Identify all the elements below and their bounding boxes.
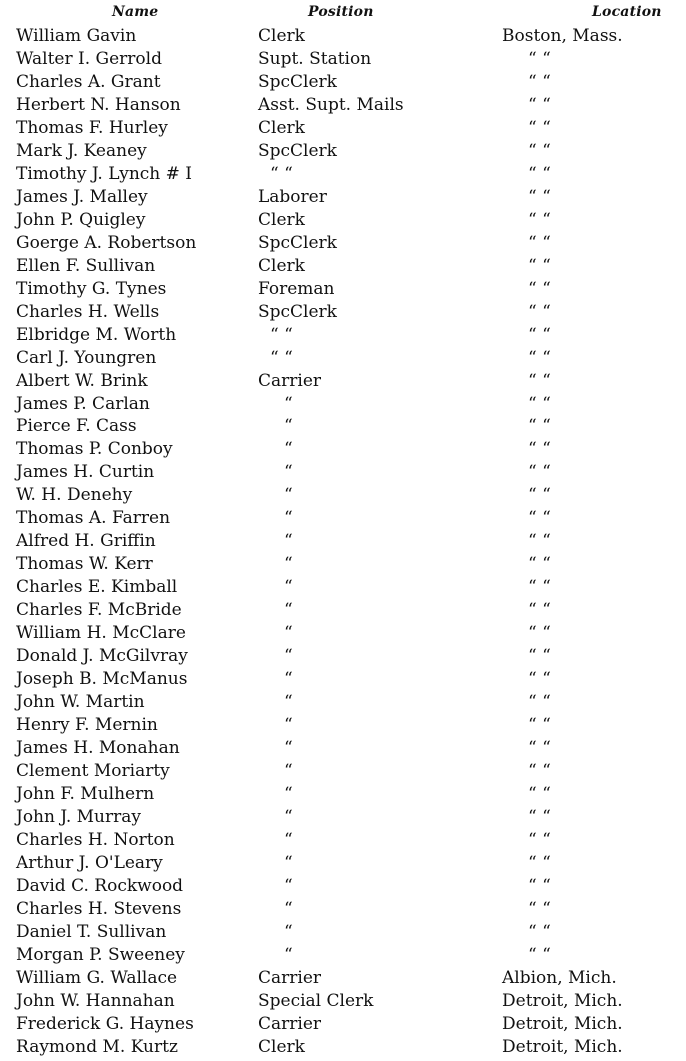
employee-position: “	[284, 715, 293, 736]
table-row	[0, 255, 686, 278]
employee-location: “ “	[528, 301, 551, 322]
employee-position: “	[284, 623, 293, 644]
employee-position: “	[284, 439, 293, 460]
employee-name: Clement Moriarty	[16, 761, 170, 781]
employee-name: Morgan P. Sweeney	[16, 944, 185, 965]
employee-position: “	[284, 416, 293, 437]
employee-position: Clerk	[258, 255, 305, 276]
employee-name: Elbridge M. Worth	[16, 324, 177, 345]
table-row	[0, 668, 686, 691]
table-row	[0, 278, 686, 301]
employee-name: Joseph B. McManus	[16, 669, 188, 690]
table-row	[0, 25, 686, 48]
employee-location: Albion, Mich.	[502, 967, 617, 988]
employee-position: “	[284, 554, 293, 575]
employee-name: Alfred H. Griffin	[16, 531, 156, 552]
employee-location: “ “	[528, 715, 551, 736]
employee-location: “ “	[528, 71, 551, 92]
employee-position: SpcClerk	[258, 140, 337, 161]
employee-name: Timothy J. Lynch # I	[16, 163, 193, 184]
employee-name: Carl J. Youngren	[16, 347, 157, 368]
employee-location: “ “	[528, 531, 551, 552]
employee-name: Charles H. Norton	[16, 829, 175, 850]
employee-name: Pierce F. Cass	[16, 416, 137, 437]
table-row	[0, 875, 686, 898]
employee-position: “	[284, 921, 293, 942]
employee-location: “ “	[528, 255, 551, 276]
employee-position: “	[284, 806, 293, 827]
employee-position: “	[284, 462, 293, 483]
table-row	[0, 484, 686, 507]
employee-location: “ “	[528, 738, 551, 759]
employee-location: “ “	[528, 186, 551, 207]
employee-position: Asst. Supt. Mails	[258, 94, 404, 115]
table-row	[0, 301, 686, 324]
employee-position: “ “	[270, 347, 293, 368]
employee-position: “	[284, 600, 293, 621]
employee-position: Carrier	[258, 967, 322, 988]
table-row	[0, 163, 686, 186]
table-row	[0, 48, 686, 71]
employee-name: Henry F. Mernin	[16, 715, 158, 736]
employee-name: William G. Wallace	[16, 967, 178, 988]
employee-location: “ “	[528, 508, 551, 529]
employee-position: “	[284, 944, 293, 965]
employee-position: “	[284, 738, 293, 759]
employee-name: Herbert N. Hanson	[16, 94, 181, 115]
table-row	[0, 645, 686, 668]
employee-position: Laborer	[258, 186, 327, 207]
employee-location: “ “	[528, 232, 551, 253]
employee-location: “ “	[528, 347, 551, 368]
employee-name: James H. Curtin	[16, 462, 155, 483]
employee-location: “ “	[528, 875, 551, 896]
table-row	[0, 347, 686, 370]
employee-location: “ “	[528, 140, 551, 161]
employee-position: “	[284, 783, 293, 804]
table-row	[0, 94, 686, 117]
employee-name: Arthur J. O'Leary	[16, 852, 163, 873]
employee-location: “ “	[528, 898, 551, 919]
employee-location: “ “	[528, 577, 551, 598]
table-row	[0, 921, 686, 944]
table-row	[0, 599, 686, 622]
table-row	[0, 232, 686, 255]
employee-position: Clerk	[258, 209, 305, 230]
employee-location: Detroit, Mich.	[502, 1013, 623, 1034]
employee-location: “ “	[528, 692, 551, 713]
employee-position: SpcClerk	[258, 232, 337, 253]
employee-location: “ “	[528, 761, 551, 781]
table-row	[0, 186, 686, 209]
employee-location: “ “	[528, 485, 551, 506]
employee-location: “ “	[528, 829, 551, 850]
table-row	[0, 140, 686, 163]
employee-position: “ “	[270, 324, 293, 345]
employee-position: Clerk	[258, 117, 305, 138]
employee-location: Detroit, Mich.	[502, 1036, 623, 1057]
table-row	[0, 990, 686, 1013]
employee-location: “ “	[528, 278, 551, 299]
table-row	[0, 415, 686, 438]
table-row	[0, 553, 686, 576]
table-row	[0, 714, 686, 737]
employee-location: “ “	[528, 416, 551, 437]
employee-location: “ “	[528, 669, 551, 690]
table-row	[0, 324, 686, 347]
employee-location: “ “	[528, 944, 551, 965]
table-row	[0, 760, 686, 783]
table-row	[0, 967, 686, 990]
employee-location: Boston, Mass.	[502, 26, 623, 46]
employee-location: “ “	[528, 783, 551, 804]
employee-name: Mark J. Keaney	[16, 140, 147, 161]
employee-name: David C. Rockwood	[16, 875, 184, 896]
employee-location: “ “	[528, 48, 551, 69]
employee-name: John W. Martin	[16, 692, 145, 713]
table-row	[0, 209, 686, 232]
employee-name: Ellen F. Sullivan	[16, 255, 156, 276]
employee-position: Carrier	[258, 1013, 322, 1034]
table-row	[0, 461, 686, 484]
employee-name: John F. Mulhern	[16, 783, 155, 804]
employee-position: SpcClerk	[258, 301, 337, 322]
employee-name: Timothy G. Tynes	[16, 278, 167, 299]
table-row	[0, 1013, 686, 1036]
employee-name: Goerge A. Robertson	[16, 232, 197, 253]
employee-position: “	[284, 485, 293, 506]
employee-name: Albert W. Brink	[16, 370, 148, 391]
name-column-header: Name	[112, 4, 159, 20]
employee-name: James J. Malley	[16, 186, 148, 207]
table-row	[0, 530, 686, 553]
table-row	[0, 393, 686, 416]
table-row	[0, 576, 686, 599]
employee-location: “ “	[528, 646, 551, 667]
employee-location: “ “	[528, 163, 551, 184]
table-row	[0, 898, 686, 921]
table-row	[0, 944, 686, 967]
position-column-header: Position	[308, 4, 374, 20]
employee-name: Charles A. Grant	[16, 71, 161, 92]
employee-name: John W. Hannahan	[16, 990, 175, 1011]
employee-position: “	[284, 852, 293, 873]
employee-position: “	[284, 875, 293, 896]
table-row	[0, 507, 686, 530]
employee-name: Thomas A. Farren	[16, 508, 171, 529]
employee-position: “	[284, 761, 293, 781]
employee-location: “ “	[528, 117, 551, 138]
employee-position: Special Clerk	[258, 990, 374, 1011]
table-row	[0, 852, 686, 875]
employee-position: Supt. Station	[258, 48, 372, 69]
employee-name: Charles E. Kimball	[16, 577, 178, 598]
table-row	[0, 691, 686, 714]
table-row	[0, 71, 686, 94]
employee-position: “	[284, 577, 293, 598]
employee-location: “ “	[528, 393, 551, 414]
employee-location: “ “	[528, 806, 551, 827]
employee-name: Thomas W. Kerr	[16, 554, 153, 575]
table-row	[0, 829, 686, 852]
employee-position: “	[284, 508, 293, 529]
employee-location: “ “	[528, 370, 551, 391]
employee-name: Donald J. McGilvray	[16, 646, 188, 667]
table-row	[0, 438, 686, 461]
employee-location: “ “	[528, 462, 551, 483]
employee-location: “ “	[528, 921, 551, 942]
table-row	[0, 117, 686, 140]
employee-position: “ “	[270, 163, 293, 184]
employee-position: “	[284, 393, 293, 414]
employee-name: William Gavin	[16, 26, 137, 46]
employee-name: Charles F. McBride	[16, 600, 182, 621]
employee-name: Thomas P. Conboy	[16, 439, 173, 460]
employee-location: “ “	[528, 94, 551, 115]
employee-position: “	[284, 898, 293, 919]
table-row	[0, 370, 686, 393]
table-row	[0, 622, 686, 645]
employee-name: James H. Monahan	[16, 738, 180, 759]
employee-name: John J. Murray	[16, 806, 142, 827]
roster-table	[0, 25, 686, 1059]
employee-name: W. H. Denehy	[16, 485, 133, 506]
employee-name: James P. Carlan	[16, 393, 150, 414]
employee-name: Charles H. Wells	[16, 301, 160, 322]
employee-location: “ “	[528, 439, 551, 460]
table-row	[0, 1036, 686, 1059]
employee-name: Frederick G. Haynes	[16, 1013, 194, 1034]
employee-position: Carrier	[258, 370, 322, 391]
employee-position: “	[284, 829, 293, 850]
employee-name: John P. Quigley	[16, 209, 146, 230]
employee-position: Clerk	[258, 1036, 305, 1057]
employee-location: “ “	[528, 209, 551, 230]
employee-name: Raymond M. Kurtz	[16, 1036, 178, 1057]
employee-location: “ “	[528, 623, 551, 644]
table-row	[0, 806, 686, 829]
employee-position: “	[284, 692, 293, 713]
employee-name: Daniel T. Sullivan	[16, 921, 167, 942]
employee-location: “ “	[528, 554, 551, 575]
employee-position: “	[284, 669, 293, 690]
employee-position: SpcClerk	[258, 71, 337, 92]
employee-location: “ “	[528, 600, 551, 621]
employee-position: Foreman	[258, 278, 335, 299]
employee-name: William H. McClare	[16, 623, 186, 644]
employee-location: Detroit, Mich.	[502, 990, 623, 1011]
table-row	[0, 737, 686, 760]
employee-position: Clerk	[258, 26, 305, 46]
location-column-header: Location	[592, 4, 662, 20]
employee-name: Charles H. Stevens	[16, 898, 182, 919]
employee-location: “ “	[528, 852, 551, 873]
employee-name: Walter I. Gerrold	[16, 48, 162, 69]
employee-location: “ “	[528, 324, 551, 345]
employee-position: “	[284, 646, 293, 667]
employee-name: Thomas F. Hurley	[16, 117, 168, 138]
employee-position: “	[284, 531, 293, 552]
table-row	[0, 783, 686, 806]
